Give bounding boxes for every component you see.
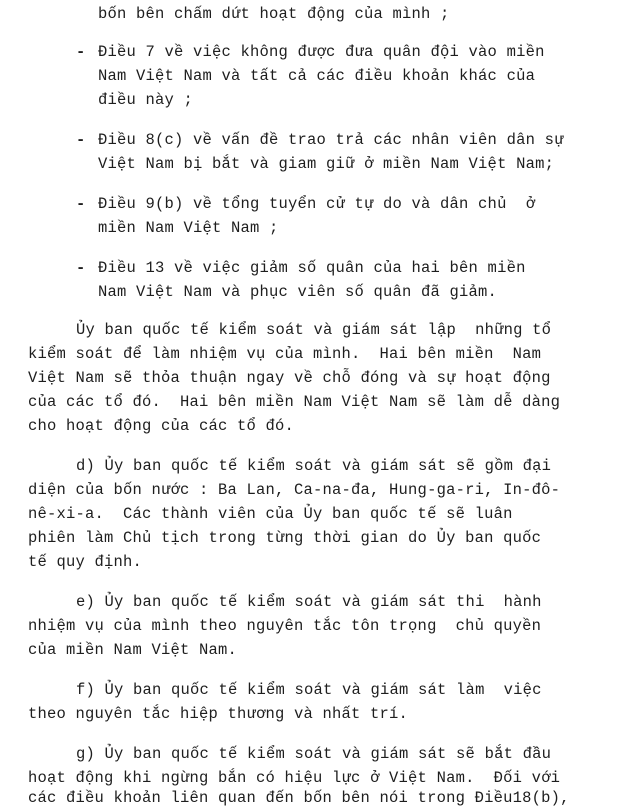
text-line: kiểm soát để làm nhiệm vụ của mình. Hai bên miền Nam xyxy=(28,345,542,363)
list-bullet: - xyxy=(76,43,86,61)
text-line: Điều 8(c) về vấn đề trao trả các nhân viên dân sự xyxy=(98,131,564,149)
text-line: các điều khoản liên quan đến bốn bên nói trong Điều18(b), xyxy=(28,789,570,807)
text-line: bốn bên chấm dứt hoạt động của mình ; xyxy=(98,5,450,23)
text-line: phiên làm Chủ tịch trong từng thời gian do Ủy ban quốc xyxy=(28,529,542,547)
text-line: Việt Nam bị bắt và giam giữ ở miền Nam Việt Nam; xyxy=(98,155,555,173)
text-line: tế quy định. xyxy=(28,553,143,571)
text-line: nhiệm vụ của mình theo nguyên tắc tôn trọng chủ quyền xyxy=(28,617,542,635)
list-bullet: - xyxy=(76,131,86,149)
text-line: e) Ủy ban quốc tế kiểm soát và giám sát thi hành xyxy=(76,593,542,611)
text-line: nê-xi-a. Các thành viên của Ủy ban quốc tế sẽ luân xyxy=(28,505,513,523)
text-line: g) Ủy ban quốc tế kiểm soát và giám sát sẽ bắt đầu xyxy=(76,745,552,763)
text-line: Điều 7 về việc không được đưa quân đội vào miền xyxy=(98,43,545,61)
text-line: của các tổ đó. Hai bên miền Nam Việt Nam sẽ làm dễ dàng xyxy=(28,393,561,411)
text-line: cho hoạt động của các tổ đó. xyxy=(28,417,295,435)
text-line: Nam Việt Nam và tất cả các điều khoản khác của xyxy=(98,67,536,85)
text-line: Ủy ban quốc tế kiểm soát và giám sát lập những tổ xyxy=(76,321,552,339)
text-line: theo nguyên tắc hiệp thương và nhất trí. xyxy=(28,705,409,723)
text-line: Việt Nam sẽ thỏa thuận ngay về chỗ đóng và sự hoạt động xyxy=(28,369,551,387)
list-bullet: - xyxy=(76,195,86,213)
text-line: Điều 13 về việc giảm số quân của hai bên miền xyxy=(98,259,526,277)
text-line: Nam Việt Nam và phục viên số quân đã giảm. xyxy=(98,283,498,301)
text-line: d) Ủy ban quốc tế kiểm soát và giám sát sẽ gồm đại xyxy=(76,457,552,475)
text-line: miền Nam Việt Nam ; xyxy=(98,219,279,237)
text-line: hoạt động khi ngừng bắn có hiệu lực ở Việt Nam. Đối với xyxy=(28,769,561,787)
text-line: f) Ủy ban quốc tế kiểm soát và giám sát làm việc xyxy=(76,681,542,699)
text-line: Điều 9(b) về tổng tuyển cử tự do và dân chủ ở xyxy=(98,195,536,213)
text-line: của miền Nam Việt Nam. xyxy=(28,641,238,659)
text-line: diện của bốn nước : Ba Lan, Ca-na-đa, Hung-ga-ri, In-đô- xyxy=(28,481,561,499)
list-bullet: - xyxy=(76,259,86,277)
text-line: điều này ; xyxy=(98,91,194,109)
